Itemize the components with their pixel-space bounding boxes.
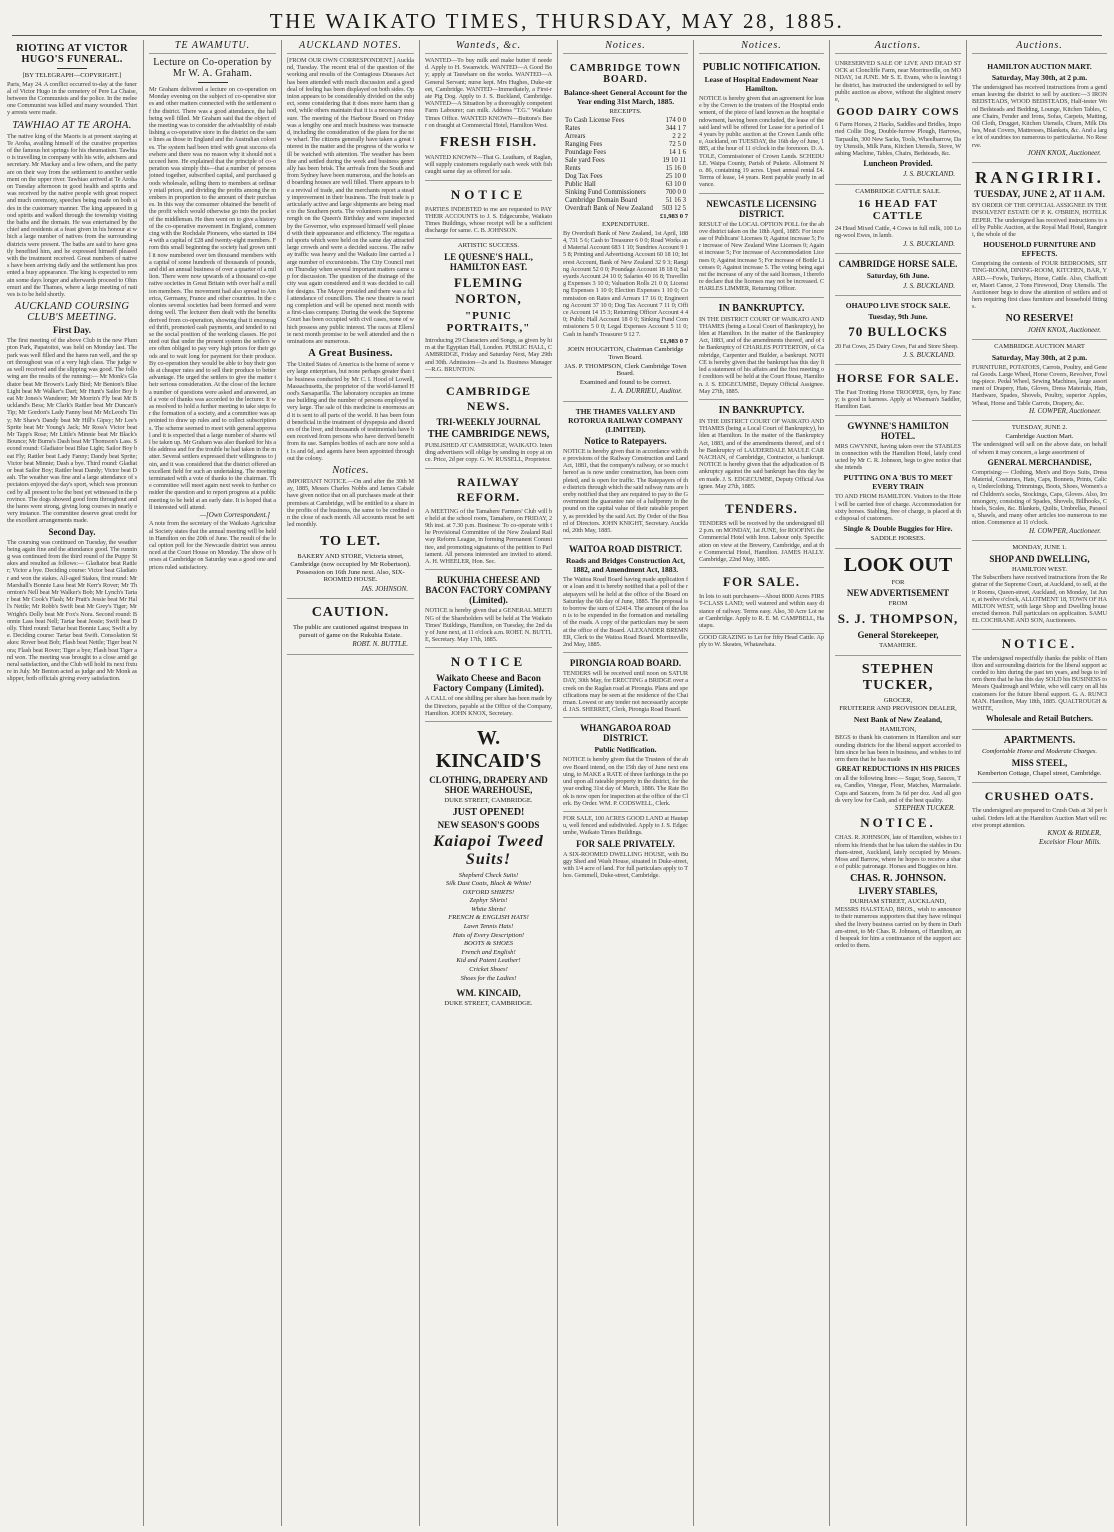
ad-crushed-oats [972,783,1107,851]
ad-heading: PUBLIC NOTIFICATION. [702,62,821,73]
row-amount: 72 5 0 [669,140,686,148]
ad-subhead: TRI-WEEKLY JOURNAL [436,417,541,428]
ad-subhead: Saturday, 6th June. [866,271,930,281]
ad-fleming [425,239,552,378]
ad-subhead: General Storekeeper, [857,630,939,641]
ad-subhead: Kemberton Cottage, Chapel street, Cambridge. [977,769,1102,777]
ad-heading: NOTICE. [860,815,936,831]
row-amount: 15 16 0 [665,164,686,172]
correspondent-signature: —[Own Correspondent.] [199,510,270,519]
row-label: Dog Tax Fees [565,172,603,180]
row-label: Sale yard Fees [565,156,605,164]
row-amount: 19 10 11 [662,156,686,164]
headline-notices: Notices. [332,464,369,476]
ad-subhead: Public Notification. [594,745,657,755]
column-heading: Auctions. [972,40,1107,54]
ad-body: 24 Head Mixed Cattle, 4 Cows in full milk, 100 Long-wool Ewes, in lamb. [835,225,961,240]
ad-signature: J. S. BUCKLAND. [903,282,955,291]
ad-signature: H. COWPER, Auctioneer. [1029,526,1101,535]
ad-waitoa [563,539,688,653]
ad-kincaid [425,722,552,1013]
expenditure-total: £1,983 0 7 [659,337,688,345]
ad-heading: FLEMING NORTON, [453,275,524,307]
column-4 [420,40,557,1526]
table-row [563,141,688,149]
ad-body: BY ORDER OF THE OFFICIAL ASSIGNEE IN THE INSOLVENT ESTATE OF P. K. O'BRIEN, HOTELKEEPER. The undersigned has received instructions to sell by Public Auction, at the Royal Mail Hotel, Rangiriri, the whole of the [972,202,1107,239]
ad-body: Comprising:— Clothing, Men's and Boys Suits, Dress Material, Costumes, Hats, Caps, Bonnets, Prints, Calico, Underclothing, Trimmings, Boots, Shoes, Women's and Children's socks, Stockings, Caps, Gloves. Also, Ironmongery, consisting of Spades, Shovels, Billhooks, Chisels, Scales, &c. Blankets, Quilts, Umbrellas, Parasols, Shawls, and many other articles too numerous to mention. Commence at 11 o'clock. [972,468,1107,527]
ad-heading: RAILWAY REFORM. [456,474,521,504]
article-body: [FROM OUR OWN CORRESPONDENT.] Auckland, Tuesday. The recent trial of the question of the working and results of the Contagious Diseases Act has been attended with much discussion and a good deal of feeling has been displayed on both sides. Opinion appears to be considerably divided on the subject, some considering that it does more harm than good, while others maintain that it is a necessary measure. The meeting of the Harbour Board on Friday was a lengthy one and much business was transacted, including the consideration of the plans for the new wharf. The citizens generally have taken a great interest in the matter and the progress of the works will be watched with attention. The weather has been fine and settled during the week and business generally has been brisk. The arrivals from the South and from Sydney have been numerous, and the hotels and boarding houses are well filled. There appears to be a revival of trade, and the merchants report a steady improvement in their business. The fruit trade is particularly active and large shipments are being made to the Southern ports. The volunteers paraded in strength on the Queen's Birthday and were inspected by the Governor, who expressed himself well pleased with their appearance and efficiency. The regatta and sports which were held on the same day attracted large crowds and were a decided success. The railway traffic was heavy and the Waikato line carried a large number of excursionists. The City Council met on Thursday when several important matters came up for discussion. The question of the drainage of the city was again considered and it was decided to call for designs. The Mayor presided and there was a full attendance of councillors. The new theatre is nearing completion and will be opened next month with a first-class company. During the week the Supreme Court has been occupied with civil cases, none of which possess any public interest. The races at Ellerslie next month promise to be well attended and the nominations are numerous. [287,57,415,345]
ad-body: BEGS to thank his customers in Hamilton and surrounding districts for the liberal support accorded to him since he has been in business, and wishes to inform them that he has made [835,734,961,764]
ad-cambridge-mart [972,340,1107,421]
ad-heading: HAMILTON AUCTION MART. [987,62,1092,71]
ad-tucker [835,656,961,954]
headline-tawhiao: TAWHIAO AT TE AROHA. [12,119,132,131]
ad-signature: J. S. BUCKLAND. [903,239,955,248]
ad-body: MRS GWYNNE, having taken over the STABLES in connection with the Hamilton Hotel, lately conducted by Mr C. R. Johnson, begs to give notice that she intends [835,442,961,472]
ad-subhead: Tuesday, 9th June. [868,312,928,322]
item-list-entry: Shepherd Check Suits! [458,871,519,879]
table-row [563,165,688,173]
ad-rukuhia [425,570,552,648]
row-label: Public Hall [565,180,596,188]
ad-body: The Subscribers have received instructions from the Registrar of the Supreme Court, at Auckland, to sell, at their Rooms, Queen-street, Auckland, on Monday, 1st June, at twelve o'clock, ALLOTMENT 18, TOWN OF HAMILTON WEST, with large Shop and Dwelling house erected thereon. Full particulars on application. SAMUEL COCHRANE AND SON, Auctioneers. [972,574,1107,625]
expenditure-list: By Overdraft Bank of New Zealand, 1st April, 1884, 731 5 6; Cash to Treasurer 6 0 0; Road Works and Material Account 683 1 10; Sundries Account 9 15 8; Printing and Advertising Account 60 18 10; Interest Account, Bank of New Zealand 32 9 3; Ranging Account 52 0 0; Poundage Account 18 18 0; Saleyards Account 24 10 0; Salaries 40 16 8; Travelling Expenses 3 10 0; Valuation Rolls 21 0 0; Licensing Expenses 1 10 0; Election Expenses 1 10 0; Commission on Rates and Arrears 17 16 0; Engineering Account 37 10 0; Dog Tax Account 7 11 0; Office Account 14 15 3; Returning Officer Account 4 4 0; Public Hall Account 18 0 0; Sinking Fund Commissioners 5 0 0; Legal Expenses Account 5 11 0; Cash in hand's Treasurer 9 12 7. [563,229,688,338]
ad-body: TO AND FROM HAMILTON. Visitors to the Hotel will be carried free of charge. Accommodation for sixty horses. Stabling, free of charge, is placed at the disposal of customers. [835,493,961,523]
ad-subhead: GREAT REDUCTIONS IN HIS PRICES [836,765,960,774]
ad-signature: STEPHEN TUCKER. [894,804,955,813]
column-heading: Auctions. [835,40,961,54]
ad-subhead: PUTTING ON A 'BUS TO MEET EVERY TRAIN [843,473,953,492]
masthead-title: THE WAIKATO TIMES, THURSDAY, MAY 28, 1885. [269,9,845,33]
ad-subhead: GENERAL MERCHANDISE, [987,457,1092,467]
ad-signature: JOHN KNOX, Auctioneer. [1027,325,1101,334]
ad-signature: J. S. BUCKLAND. [903,170,955,179]
ad-rangiriri [972,163,1107,340]
ad-heading: NOTICE [450,654,527,670]
ad-horse-sale [835,254,961,296]
article-body: The United States of America is the home of some very large enterprises, but none perhaps greater than the business conducted by Mr C. I. Hood of Lowell, Massachusetts, the proprietor of the world-famed Hood's Sarsaparilla. The laboratory occupies an immense building and the number of persons employed is very large. The sale of this medicine is enormous and it is sent to all parts of the world. It has been found beneficial in the treatment of dyspepsia and disorders of the liver, and thousands of testimonials have been received from persons who have derived benefit from its use. Samples bottles of each are now sold at 1s and 6d, and agents have been appointed throughout the colony. [287,361,414,462]
ad-heading: CAMBRIDGE TOWN BOARD. [569,63,682,85]
article-body: The first meeting of the above Club in the new Plumpton Park, Papatoitoi, was held on Monday last. The park was well filled and the hares ran well, and the sport throughout was of a very high class. The judge was well received and the slipping was good. The following are the results of the running:— Mr Monk's Gladiator beat Mr Brown's Lady Bird; Mr Benton's Blue Light beat Mr Walker's Dart; Mr Hunt's Sailor Boy beat Mr Jones's Wanderer; Mr Morrin's Fly beat Mr Buckland's Bess; Mr Clark's Rattler beat Mr Duncan's Tip; Mr Gordon's Lady Fanny beat Mr McLeod's Tiny; Mr Shaw's Dandy beat Mr Hill's Gipsy; Mr Lee's Sprite beat Mr Young's Jack; Mr Ross's Victor beat Mr Tapp's Rose; Mr Little's Minnie beat Mr Black's Bounce; Mr Burns's Dash beat Mr Thomson's Lass. Second round: Gladiator beat Blue Light; Sailor Boy beat Fly; Rattler beat Lady Fanny; Dandy beat Sprite; Victor beat Minnie; Dash a bye. Third round: Gladiator beat Sailor Boy; Rattler beat Dandy; Victor beat Dash. The weather was fine and a large attendance of spectators enjoyed the day's sport, which was pronounced by all present to be the best yet witnessed in the province. The dogs showed good form throughout and the hares were strong, giving long courses in nearly every instance. The committee deserve great credit for the excellent arrangements made. [7,337,138,525]
ad-subhead: Next Bank of New Zealand, [853,714,943,724]
row-amount: 51 16 3 [665,196,686,204]
table-row [563,149,688,157]
ad-subhead: HAMILTON WEST. [1011,565,1068,573]
ad-subhead: GROCER, [883,696,913,704]
row-label: Poundage Fees [565,148,606,156]
item-list-entry: White Shirts! [471,905,506,913]
ad-body: The Fast Trotting Horse TROOPER, 6yrs, by Fancy; is good in harness. Apply at Wiseman's Saddler, Hamilton East. [835,389,961,411]
ad-body: NOTICE is hereby given that a GENERAL MEETING of the Shareholders will be held at The Waikato Times' Buildings, Hamilton, on Tuesday, the 2nd day of June next, at 11 o'clock a.m. ROBT. N. BUTTLE, Secretary. May 17th, 1885. [425,607,552,644]
ad-heading: LOOK OUT [843,553,953,576]
ad-subhead: Comfortable Home and Moderate Charges. [982,748,1097,756]
article-body: The coursing was continued on Tuesday, the weather being again fine and the attendance good. The running was continued from the third round of the Puppy Stakes and resulted as follows:— Gladiator beat Rattler; Victor a bye. Deciding course: Victor beat Gladiator and won the stakes. All-aged Stakes, first round: Mr Marshall's Bonnie Lass beat Mr Kerr's Rover; Mr Thornton's Nell beat Mr Walker's Bob; Mr Lynch's Tartar beat Mr Cook's Flash; Mr Pratt's Jessie beat Mr Hall's Nettle; Mr Robb's Swift beat Mr Grey's Tiger; Mr Wright's Dolly beat Mr Fox's Nora. Second round: Bonnie Lass beat Nell; Tartar beat Jessie; Swift beat Dolly. Third round: Tartar beat Bonnie Lass; Swift a bye. Deciding course: Tartar beat Swift. Consolation Stakes: Rover beat Bob; Flash beat Nettle; Tiger beat Nora; Flash beat Rover; Tiger a bye; Flash beat Tiger and won. The meeting was brought to a close amid general satisfaction, and the Club will hold its next fixture in July. Mr Benton acted as judge and Mr Monk as slipper, both officials giving every satisfaction. [7,538,138,683]
wanted-ads: WANTED—To buy milk and make butter if needed. Apply to H. Swanwick. WANTED—A Good Boy; apply at Tauwhare on the works. WANTED—A General Servant; nurse kept. Mrs Hughes, Duke-street, Cambridge. WANTED—Immediately, a First-rate Pig Dog. Apply to J. S. Buckland, Cambridge. WANTED—A Situation by a thoroughly competent Farm Labourer; can milk. Address "T.G." Waikato Times Office. WANTED KNOWN—Buttons's Beer on draught at Commercial Hotel, Hamilton West. [425,57,552,129]
ad-body: PARTIES INDEBTED to me are requested to PAY THEIR ACCOUNTS to J. S. Edgecumbe, Waikato Times Buildings, whose receipt will be a sufficient discharge for same. C. B. JOHNSON. [425,205,552,235]
ad-body: Introducing 29 Characters and Songs, as given by him at the Egyptian Hall, London. PUBLIC HALL, CAMBRIDGE, Friday and Saturday Next, May 29th and 30th. Admission—2s and 1s. Business Manager—R.G. BRUNTON. [425,337,552,373]
ad-subhead: CLOTHING, DRAPERY AND SHOE WAREHOUSE, [429,774,548,795]
table-row [563,125,688,133]
ad-body: The undersigned will sell on the above date, on behalf of whom it may concern, a large assortment of [972,441,1107,456]
ad-signature: H. COWPER, Auctioneer. [1029,406,1101,415]
column-5 [558,40,693,1526]
column-8 [967,40,1112,1526]
ad-body: A SIX-ROOMED DWELLING HOUSE, with Buggy Shed and Wash House, situated in Duke-street, with 1/4 acre of land. For full particulars apply to Thos. Gemmell, Duke-street, Cambridge. [563,850,688,880]
row-amount: 63 10 0 [665,180,686,188]
ad-body: FOR SALE, 100 ACRES GOOD LAND at Hautapu, well fenced and subdivided. Apply to J. S. Edgecumbe, Waikato Times Buildings. [563,814,688,837]
item-list-entry: Lawn Tennis Hats! [463,923,514,931]
ad-signature: JOHN KNOX, Auctioneer. [1027,148,1101,157]
ad-notice-butchers [972,630,1107,731]
ad-public-notification [699,57,824,194]
ad-subhead: DUKE STREET, CAMBRIDGE. [444,796,533,804]
ad-gwynne [835,416,961,549]
column-heading: Wanteds, &c. [425,40,552,54]
ad-subhead: CHAS. R. JOHNSON. [850,872,946,884]
row-label: To Cash License Fees [565,116,625,124]
ad-railway-company [563,402,688,539]
article-body: The native king of the Maoris is at present staying at Te Aroha, availing himself of the curative properties of the famous hot springs for his rheumatism. Tawhiao is travelling in company with his wife, advisers and secretary. Mr Mackay and a few others, and the party are on their way from the settlement to another settlement on the upper river. Tawhiao arrived at Te Aroha on Tuesday afternoon in good health and spirits and was received by the native people with great respect and much ceremony, speeches being made on both sides in the customary manner. The king appeared in good spirits and walked through the township visiting the baths and the domain. He was entertained by the chief and residents at a feast given in his honour at which a large number of natives from the surrounding districts were present. The baths are said to have greatly benefited him, and he expressed himself pleased with the treatment received. Great numbers of natives have been arriving daily and the settlement has presented a busy appearance. The king is expected to remain some days longer and afterwards proceed to Ohinemuri and the Thames, where a large meeting of natives is to be held shortly. [7,132,137,299]
ad-signature: Excelsior Flour Mills. [1038,838,1101,847]
ad-body: The public are cautioned against trespass in pursuit of game on the Rukuhia Estate. [293,624,408,639]
row-amount: 700 0 0 [665,188,686,196]
column-heading: Notices. [699,40,824,54]
ad-heading: THE THAMES VALLEY AND ROTORUA RAILWAY COMPANY (LIMITED). [568,406,683,434]
ad-lookout [835,549,961,656]
row-label: Overdraft Bank of New Zealand [565,204,653,212]
item-list [425,872,552,983]
ad-body: FURNITURE, POTATOES, Carrots, Poultry, and General Goods. Large Wheel, Horse Covers, Revolver, Fowling-piece. Pedal Wheel, Sewing Machines, large assortment of Drapery, Hats, Gloves, Dress Materials, Hats, Hardware, Spades, Shovels, Poultry, superior Apples, Wheat, Horse and Table Carrots, Drapery, &c. [972,363,1107,407]
row-label: Rates [565,124,581,132]
article-body: A note from the secretary of the Waikato Agricultural Society states that the annual meeting will be held in Hamilton on the 20th of June. The result of the local option poll for the Newcastle district was announced at the Court House on Monday. The show of horses at Cambridge on Saturday was a good one and prices ruled satisfactory. [149,520,276,571]
ad-heading: HORSE FOR SALE. [836,371,960,386]
ad-subhead: NO RESERVE! [1005,312,1074,324]
ad-body: IN THE DISTRICT COURT OF WAIKATO AND THAMES (being a Local Court of Bankruptcy), holden at Hamilton. In the matter of the Bankruptcy Act, 1883, and of the amendments thereof, and of the Bankruptcy of CHARLES POTTERTON, of Cambridge, Carpenter and Builder, a bankrupt. NOTICE is hereby given that the bankrupt has this day filed a statement of his affairs and the first meeting of creditors will be held at the Court House, Hamilton. J. S. EDGECUMBE, Deputy Official Assignee. May 27th, 1885. [699,315,824,395]
grazing-ad: GOOD GRAZING to Let for fifty Head Cattle. Apply to W. Skeates, Whatawhata. [699,634,824,649]
ad-signature: ROBT. N. BUTTLE. [352,640,408,649]
ad-body: on all the following lines:— Sugar, Soap, Sauces, Tea, Candles, Vinegar, Flour, Matches, Marmalade. Cups and Saucers, from 3s 6d per doz. And all goods very low for Cash, and of the best quality. [835,775,961,804]
ad-subhead: Saturday, May 30th, at 2 p.m. [991,352,1088,362]
ad-footer: WM. KINCAID, [456,988,521,999]
ad-body: In lots to suit purchasers—About 8000 Acres FIRST-CLASS LAND; well watered and within easy distance of railway. Terms easy. Also, 30 Acre Lot near Cambridge. Apply to R. E. M. CAMPBELL, Hautapu. [699,593,824,629]
ad-heading: FOR SALE. [723,574,800,590]
ad-body: TENDERS will be received by the undersigned till 2 p.m. on MONDAY, 1st JUNE, for ROOFING the Commercial Hotel with Iron. Labour only. Specification on view at the Brewery, Cambridge, and at the Commercial Hotel, Hamilton. JAMES HALLY. Cambridge, 22nd May, 1885. [699,519,824,563]
ad-heading: NOTICE. [1001,635,1078,651]
table-row [563,189,688,197]
column-2 [144,40,281,1526]
item-list-entry: FRENCH & ENGLISH HATS! [448,914,529,922]
ad-heading: CAUTION. [311,605,390,621]
ad-heading: APARTMENTS. [1003,735,1076,747]
ad-body: IN THE DISTRICT COURT OF WAIKATO AND THAMES (being a Local Court of Bankruptcy), holden at Hamilton. In the matter of the Bankruptcy Act, 1883, and of the amendments thereof, and of the Bankruptcy of LAUDERDALE MAULE CARNACHAN, of Cambridge, Contractor, a bankrupt. NOTICE is hereby given that the adjudication of Bankruptcy against the said bankrupt has this day been made. J. S. EDGECUMBE, Deputy Official Assignee. May 27th, 1885. [699,417,824,490]
ad-pirongia [563,653,688,718]
signature-clerk: JAS. P. THOMPSON, Clerk Cambridge Town Board. [564,362,687,378]
item-list-entry: Cricket Shoes! [469,966,508,974]
expenditure-heading: EXPENDITURE. [601,221,650,229]
ad-heading: TENDERS. [725,500,798,516]
ad-heading: FRESH FISH. [439,135,538,151]
table-row [563,133,688,141]
ad-heading: S. J. THOMPSON, [837,611,959,627]
ad-heading: NOTICE [450,186,527,202]
ad-subhead: THE CAMBRIDGE NEWS, [427,429,550,441]
ad-body: 6 Farm Horses, 2 Hacks, Saddles and Bridles, Imported Collie Dog, Double-furrow Plough, Harrows, Tarpaulin, 300 New Sacks, Tools, Wheelbarrow, Dairy Utensils, Milk Pans, Kitchen Utensils, Stove, Washing Machine, Tables, Chairs, Bedsteads, &c. [835,121,961,158]
ad-to-let [287,528,414,599]
auditor-signature: L. A. DURRIEU, Auditor. [610,387,682,396]
ad-signature: KNOX & RIDLER, [1047,828,1101,837]
ad-clearing-sale [835,57,961,185]
ad-general-merchandise [972,421,1107,541]
ad-subhead: ARTISTIC SUCCESS. [457,242,520,250]
item-list-entry: OXFORD SHIRTS! [462,888,515,896]
column-6 [694,40,829,1526]
ad-subhead: MISS STEEL, [1011,757,1068,768]
ad-notice [425,181,552,240]
item-list-entry: BOOTS & SHOES [463,940,514,948]
table-row [563,117,688,125]
ad-bankruptcy-2 [699,400,824,495]
ad-heading: CRUSHED OATS. [984,789,1095,804]
item-list-entry: French and English! [461,948,516,956]
ad-body: WANTED KNOWN—That G. Leatham, of Raglan, will supply customers regularly each week with fish caught same day as offered for sale. [425,154,552,176]
ad-body: MESSRS HALSTEAD, BROS., wish to announce to their numerous supporters that they have relinquished the livery business carried on by them in Durham-street, to Mr Chas. R. Johnson, of Hamilton, and bespeak for him a continuance of the support accorded to them. [835,906,961,950]
row-amount: 14 1 6 [669,148,686,156]
ad-place: TAMAHERE. [879,642,917,650]
ad-body: NOTICE is hereby given that in accordance with the provisions of the Railway Construction and Land Act, 1881, that the company's railway, or so much thereof as is now under construction, has been completed, and is open for traffic. The Ratepayers of the districts through which the said railway runs are hereby notified that they are required to pay to the Government the guarantee rate of a halfpenny in the pound on the capital value of their rateable property, as provided by the said Act. By Order of the Board of Directors. JOHN KNIGHT, Secretary. Auckland, 20th May, 1885. [563,447,688,535]
ad-heading: OHAUPO LIVE STOCK SALE. [845,301,951,311]
item-list-entry: Silk Dust Coats, Black & White! [445,880,532,888]
ad-cattle-sale [835,185,961,254]
ad-tenders [699,495,824,568]
ad-bankruptcy-1 [699,298,824,400]
row-label: Arrears [565,132,586,140]
ad-fresh-fish [425,129,552,181]
ad-subhead: JUST OPENED! [452,806,525,818]
ad-cheese [425,648,552,722]
subhead-first-day: First Day. [53,325,91,336]
ad-body: The undersigned are prepared to Crush Oats at 3d per bushel. Orders left at the Hamilton Auction Mart will receive prompt attention. [972,807,1107,829]
ad-body: The undersigned respectfully thanks the public of Hamilton and surrounding districts for the liberal support accorded to him during the past ten years, and begs to inform them that he has this day SOLD his BUSINESS to Messrs Qualtrough and White, who will carry on all his customers for the future liberal support. G. A. RUNCIMAN. Hamilton, May 18th, 1885. QUALTROUGH & WHITE, [972,654,1107,712]
receipts-table [563,117,688,213]
ad-body: BAKERY AND STORE, Victoria street, Cambridge (now occupied by Mr Robertson). Possession on 16th June next. Also, SIX-ROOMED HOUSE. [290,553,411,584]
item-list-entry: Hats of Every Description! [452,931,525,939]
headline-lecture: Lecture on Co-operation by Mr W. A. Graham. [153,57,272,79]
ad-heading: WHANGAROA ROAD DISTRICT. [580,723,671,744]
ad-heading: 16 HEAD FAT CATTLE [858,198,938,223]
ad-subhead: Lease of Hospital Endowment Near Hamilton. [704,75,819,93]
column-7 [830,40,966,1526]
column-heading: TE AWAMUTU. [149,40,276,54]
ad-subhead: FRUITERER AND PROVISION DEALER, [839,705,957,713]
item-list-entry: Kid and Patent Leather! [456,957,521,965]
row-amount: 503 12 5 [662,204,686,212]
ad-ohaupo [835,296,961,365]
ad-cambridge-news [425,378,552,469]
headline-rioting: RIOTING AT VICTOR HUGO'S FUNERAL. [16,43,128,65]
ad-whangaroa [563,718,688,811]
column-heading: AUCKLAND NOTES. [287,40,414,54]
ad-heading: WAITOA ROAD DISTRICT. [569,544,682,555]
telegraph-line: [BY TELEGRAPH—COPYRIGHT.] [22,72,122,79]
ad-body: PUBLISHED AT CAMBRIDGE, WAIKATO. Intending advertisers will oblige by sending in copy at once. Price, 2d per copy. G. W. RUSSELL, Proprietor. [425,442,552,464]
ad-subhead: NEW ADVERTISEMENT [846,588,950,599]
article-body: Paris, May 24. A conflict occurred to-day at the funeral of Victor Hugo in the cemetery of Pere La Chaise, between the Communists and the police. In the melee one Communist was killed and many wounded. Thirty arrests were made. [7,80,137,117]
ad-caution [287,599,414,655]
headline-coursing: AUCKLAND COURSING CLUB'S MEETING. [14,301,130,324]
row-label: Rents [565,164,581,172]
ad-subhead: Cambridge Auction Mart. [1005,432,1074,440]
ad-for-sale [563,812,688,883]
ad-subhead: Balance-sheet General Account for the Year ending 31st March, 1885. [563,88,688,106]
ad-footer-sub: DUKE STREET, CAMBRIDGE. [444,1000,533,1008]
ad-heading: SHOP AND DWELLING, [989,553,1090,564]
ad-subhead: CAMBRIDGE AUCTION MART [994,343,1085,351]
ad-body: The Waitoa Road Board having made application for a loan and it is hereby notified that a poll of the ratepayers will be held at the office of the Board on Saturday the 6th day of June, 1885. The proposal is to borrow the sum of £2414. The amount of the loan is to be expended in the formation and metalling of the roads. A copy of the particulars may be seen at the office of the Board. ALEXANDER BREMNER, Clerk to the Waitoa Road Board. Morrinsville, 2nd May, 1885. [563,576,688,649]
ad-subhead: Waikato Cheese and Bacon Factory Company (Limited). [433,673,544,694]
ad-heading: PIRONGIA ROAD BOARD. [569,658,682,669]
article-body: Mr Graham delivered a lecture on co-operation on Monday evening on the subject of co-operative stores and other matters connected with the settlement of the district. There was a good attendance, the hall being well filled. Mr Graham said that the object of the meeting was to consider the advisability of establishing a co-operative store in the district on the same lines as those in England and the Australian colonies. The system had been tried with great success elsewhere and there was no reason why it should not succeed here. He explained that the principle of co-operation was simply this—that a number of persons joined together, subscribed capital, and purchased goods wholesale, selling them to members at ordinary retail prices, and dividing the profits among the members in proportion to the amount of their purchases. In this way the consumer obtained the benefit of the profit which would otherwise go into the pocket of the middleman. He then went on to give a history of the co-operative movement in England, commencing with the Rochdale Pioneers, who started in 1844 with a capital of £28 and twenty-eight members. From this small beginning the society had grown until it now numbered over ten thousand members with a capital of some hundreds of thousands of pounds, and did an annual business of over a quarter of a million. There were now upwards of a thousand co-operative societies in Great Britain with over half a million members. The movement had also spread to America, Germany, France and other countries. In the colonies several societies had been formed and were doing well. The lecturer then dealt with the benefits derived from co-operation, showing that it encouraged thrift, promoted cash payments, and tended to raise the social position of the working classes. He pointed out that under the present system the settlers were often obliged to pay very high prices for their goods and to wait long for payment for their produce. By co-operation they would be able to buy their goods at cheaper rates and to sell their produce to better advantage. He urged the settlers to give the matter their serious consideration. At the close of the lecture a number of questions were asked and answered, and a vote of thanks was accorded to the lecturer. It was resolved to hold a further meeting to take steps for the formation of a society, and a committee was appointed to draw up rules and to collect subscriptions. The scheme seemed to meet with general approval and it is expected that a large number of shares will be taken up. Mr Graham was also thanked for his able address and for the trouble he had taken in the matter. Several settlers expressed their willingness to join, and it was considered that the district offered an excellent field for such an undertaking. The meeting terminated with a vote of thanks to the chairman. The committee will meet again next week to further consider the question and to report progress at a public meeting to be held at an early date. It is hoped that all interested will attend. [149,86,276,511]
ad-heading: 70 BULLOCKS [848,324,948,340]
examined-line: Examined and found to be correct. [579,378,672,386]
ad-body: TENDERS will be received until noon on SATURDAY, 30th May, for ERECTING a BRIDGE over a creek on the Raglan road at Pirongia. Plans and specifications may be seen at the residence of the Chairman. Lowest or any tender not necessarily accepted. JAS. SHERRET, Clerk, Pirongia Road Board. [563,670,688,714]
table-row [563,205,688,213]
row-amount: 344 1 7 [665,124,686,132]
ad-heading: W. KINCAID'S [435,726,542,772]
row-amount: 174 0 0 [665,116,686,124]
ad-subhead: Roads and Bridges Construction Act, 1882, and Amendment Act, 1883. [566,556,685,575]
ad-subhead: LIVERY STABLES, [858,885,938,896]
ad-apartments [972,730,1107,783]
ad-body: 20 Fat Cows, 25 Dairy Cows, Fat and Store Sheep. [835,343,959,351]
row-label: Cambridge Domain Board [565,196,638,204]
headline-great-business: A Great Business. [308,348,393,360]
ad-town-board [563,57,688,402]
ad-from: FROM [888,600,908,608]
row-amount: 25 10 0 [665,172,686,180]
ad-subhead: TUESDAY, JUNE 2, AT 11 A.M. [974,190,1105,201]
column-3 [282,40,419,1526]
ad-subhead: TUESDAY, JUNE 2. [1011,424,1068,432]
article-body: IMPORTANT NOTICE.—On and after the 30th May, 1885, Messrs Charles Nobbs and James Cabale have given notice that on all purchases made at their premises at Cambridge, will be entitled to a share in the profits of the business, the same to be credited on the close of each month. All accounts must be settled monthly. [287,477,414,529]
ad-for: FOR [891,578,905,586]
item-list-entry: Shoes for the Ladies! [460,974,517,982]
ad-body: The undersigned has received instructions from a gentleman leaving the district to sell by auction:—3 IRON BEDSTEADS, WOOD BEDSTEADS, Half-tester Wood Bedsteads and Bedding, Lounge, Kitchen Tables, Cane Chairs, Fender and Irons, Sofas, Carpets, Matting, Oil Cloth, Drugget, Kitchen Utensils, Churn, Milk Dishes, Meat Covers, Mattresses, Blankets, &c. And a large lot of sundries too numerous to particularise. No Reserve. [972,84,1107,149]
ad-signature: J. S. BUCKLAND. [903,350,955,359]
ad-subhead: Wholesale and Retail Butchers. [985,714,1094,724]
ad-subhead: HAMILTON, [879,725,917,733]
ad-heading: CAMBRIDGE HORSE SALE. [838,259,958,270]
ad-heading: GOOD DAIRY COWS [836,106,960,119]
ad-heading: IN BANKRUPTCY. [718,302,805,314]
ad-body: NOTICE is hereby given that the Trustees of the above Board intend, on the 15th day of June next ensuing, to MAKE a RATE of three farthings in the pound upon all rateable property in the district, for the year ending 31st day of March, 1886. The Rate Book is now open for inspection at the office of the Clerk. By Order. WM. P. CODSWELL, Clerk. [563,756,688,807]
ad-shop [972,541,1107,630]
ad-subhead: Notice to Ratepayers. [584,435,667,446]
table-row [563,157,688,165]
ad-heading: NEWCASTLE LICENSING DISTRICT. [706,198,817,219]
table-row [563,197,688,205]
ad-heading: RANGIRIRI. [975,168,1104,188]
masthead [12,6,1102,36]
ad-body: RESULT of the LOCAL OPTION POLL for the above district taken on the 18th April, 1885: For increase of Publicans' Licenses 0; Against increase 5; For increase of New Zealand Wine Licenses 0; Against increase 5; For increase of Accommodation Licenses 0; Against increase 5; For increase of Bottle Licenses 0; Against increase 5. The voting being against the increase of any of the said licenses, I therefore declare that the licenses may not be increased. CHARLES LIMMER, Returning Officer. [699,220,824,293]
ad-body: A MEETING of the Tamahere Farmers' Club will be held at the school room, Tamahere, on FRIDAY, 29th inst. at 7.30 p.m. Business: To co-operate with the Provisional Committee of the New Zealand Railway Reform League, in forming Permanent Committee, and promoting signatures of the petition to Parliament. All persons interested are invited to attend. A. H. WHEELER, Hon. Sec. [425,507,552,566]
ad-signature: JAS. JOHNSON. [360,584,408,593]
ad-horse-for-sale [835,365,961,416]
ad-heading: FOR SALE PRIVATELY. [576,838,675,849]
row-amount: 2 2 2 [672,132,686,140]
ad-heading: STEPHEN TUCKER, [861,661,935,693]
ad-subhead: Single & Double Buggies for Hire. [843,524,953,534]
ad-subhead: SADDLE HORSES. [870,535,926,543]
ad-for-sale-2 [699,568,824,634]
ad-heading: CAMBRIDGE NEWS. [445,384,531,414]
ad-heading: IN BANKRUPTCY. [718,404,805,416]
ad-subhead: CAMBRIDGE CATTLE SALE. [855,187,941,195]
receipts-heading: RECEIPTS. [609,108,642,115]
ad-body: CHAS. R. JOHNSON, late of Hamilton, wishes to inform his friends that he has taken the stables in Durham-street, Auckland, lately occupied by Messrs. Moss and Barrow, where he hopes to receive a share of public patronage. Horses and Buggies on hire. [835,834,961,871]
ad-heading: LE QUESNE'S HALL, HAMILTON EAST. [444,252,533,273]
ad-railway [425,469,552,571]
row-label: Sinking Fund Commissioners [565,188,646,196]
ad-body: A CALL of one shilling per share has been made by the Directors, payable at the Office of the Company, Hamilton. JOHN KNOX, Secretary. [425,695,552,717]
item-list-entry: Zephyr Shirts! [469,897,508,905]
ad-body: NOTICE is hereby given that an agreement for lease by the Crown to the trustees of the Hospital endowment, of the piece of land known as the hospital endowment, having been concluded, the lease of the said land will be offered for Lease for a period of 14 years by public auction at the Crown Lands office, Auckland, on TUESDAY, the 16th day of June, 1885, at the hour of 11 o'clock in the forenoon. D. A. TOLE, Commissioner of Crown Lands. SCHEDULE. Waipa County, Parish of Pukete. Allotment No. 86, containing 19 acres. Upset annual rental £4. Terms of lease, 14 years. Rent payable yearly in advance. [699,95,824,189]
column-1 [2,40,142,1526]
table-row [563,181,688,189]
ad-heading: Kaiapoi Tweed Suits! [433,832,544,868]
signature-chairman: JOHN HOUGHTON, Chairman Cambridge Town Board. [567,346,684,362]
ad-subhead: DURHAM STREET, AUCKLAND, [849,897,947,905]
ad-subhead: NEW SEASON'S GOODS [437,819,540,830]
ad-subhead: MONDAY, JUNE 1. [1012,543,1067,551]
ad-newcastle [699,194,824,298]
receipts-total: £1,983 0 7 [659,212,688,220]
row-label: Ranging Fees [565,140,603,148]
ad-heading: TO LET. [320,534,381,550]
ad-heading: RUKUHIA CHEESE AND BACON FACTORY COMPANY (Limited). [425,575,552,606]
table-row [563,173,688,181]
ad-subhead: Saturday, May 30th, at 2 p.m. [991,73,1088,82]
ad-heading: GWYNNE'S HAMILTON HOTEL. [847,420,949,441]
ad-heading: "PUNIC PORTRAITS," [446,310,531,335]
ad-body: UNRESERVED SALE OF LIVE AND DEAD STOCK at Cloncliffe Farm, near Morrinsville, on MONDAY, 1st JUNE. Mr S. E. Evans, who is leaving the district, has instructed the undersigned to sell by public auction as above, without the slightest reserve, [835,60,961,104]
subhead-second-day: Second Day. [48,526,96,537]
ad-body: Comprising the contents of FOUR BEDROOMS, SITTING-ROOM, DINING-ROOM, KITCHEN, BAR, YARD.—Fowls, Turkeys, Horse, Cattle. Also, Chaffcutter, Maori Canoe, 2 Tons Firewood, Dray Utensils. The Auctioneer begs to draw the attention of settlers and others requiring first class furniture and household fittings. [972,260,1107,311]
column-heading: Notices. [563,40,688,54]
ad-footer: Luncheon Provided. [863,159,933,169]
ad-subhead: HOUSEHOLD FURNITURE AND EFFECTS. [983,240,1096,259]
ad-auction-mart [972,57,1107,163]
